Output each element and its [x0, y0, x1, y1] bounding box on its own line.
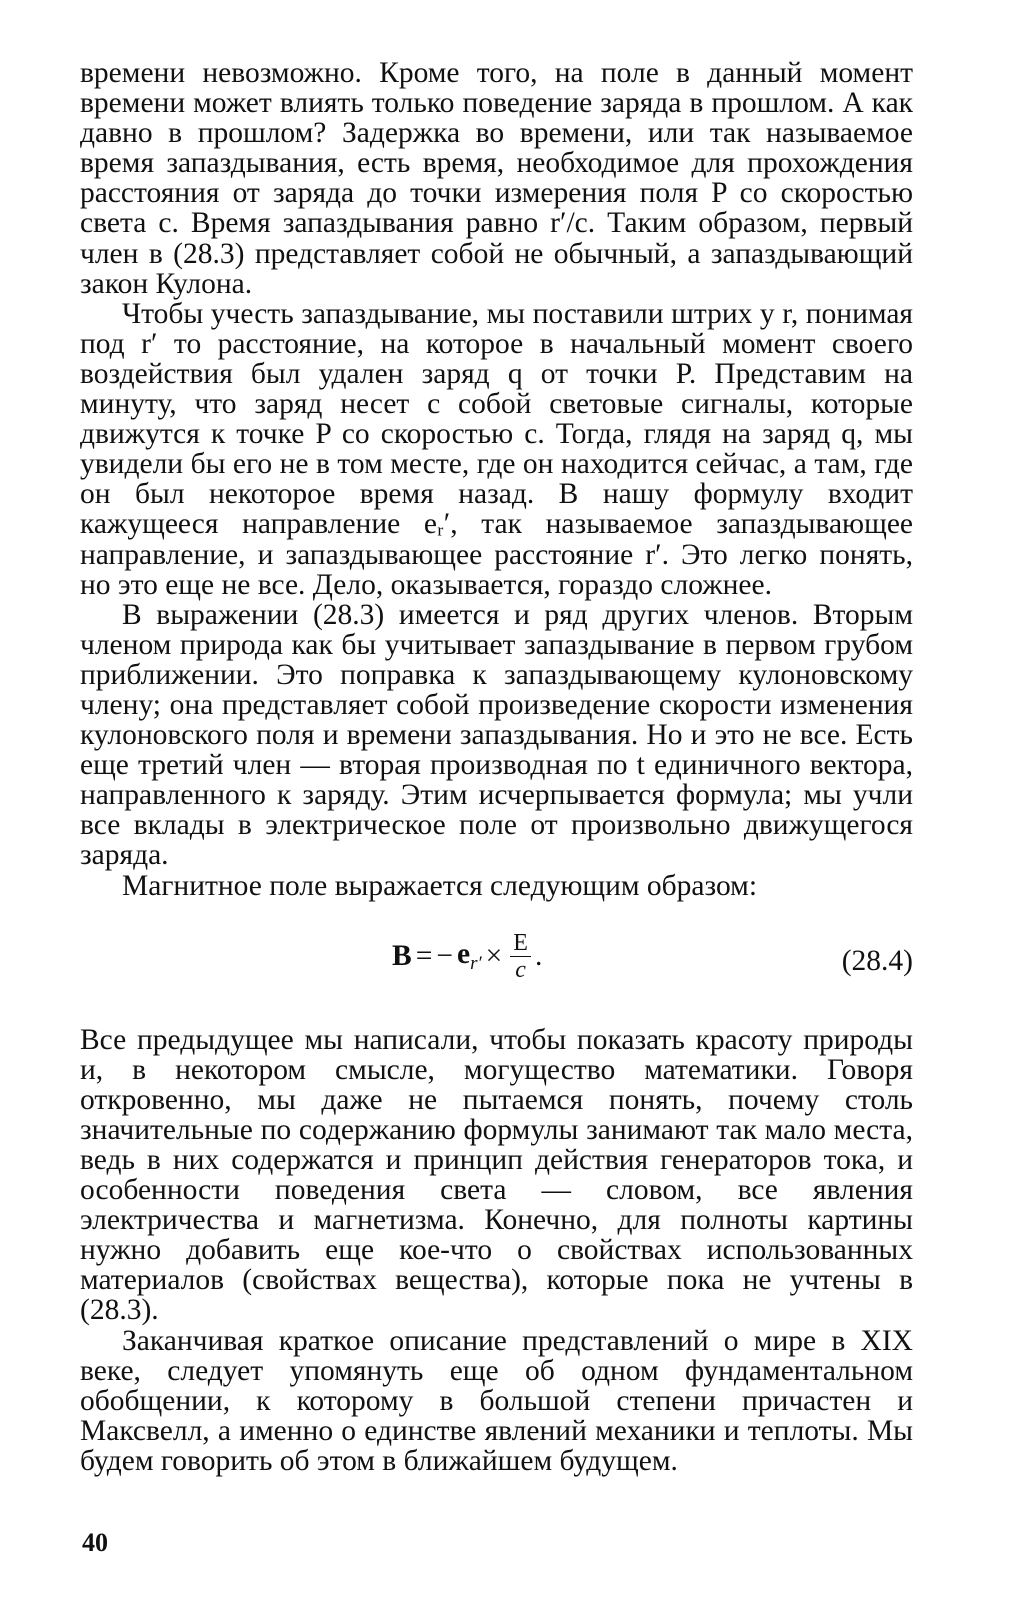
- equation-minus: −: [436, 939, 453, 972]
- fraction-denominator: c: [515, 956, 526, 983]
- paragraph: В выражении (28.3) имеется и ряд других членов. Вторым членом природа как бы учитывает запаздывание в первом грубом приближении. Это поправка к запаздывающему кулоновскому члену; она представляет собой произведение скорости изменения кулоновского поля и времени запаздывания. Но и это не все. Есть еще третий член — вторая производная по t единичного вектора, направленного к заряду. Этим исчерпывается формула; мы учли все вклады в электрическое поле от произвольно движущегося заряда.: [80, 598, 913, 872]
- equation-fraction: [510, 931, 531, 982]
- page-number: 40: [82, 1528, 108, 1557]
- body-text-top: [80, 58, 913, 901]
- equation-body: [392, 931, 542, 982]
- equation-vector-subscript: r′: [470, 952, 482, 974]
- equation-lhs: B: [392, 939, 412, 972]
- equation-cross: ×: [485, 939, 503, 972]
- equation-28-4: [80, 915, 913, 1007]
- paragraph: Заканчивая краткое описание представлений о мире в XIX веке, следует упомянуть еще об одном фундаментальном обобщении, к которому в большой степени причастен и Максвелл, а именно о единстве явлений механики и теплоты. Мы будем говорить об этом в ближайшем будущем.: [80, 1324, 913, 1477]
- paragraph: Магнитное поле выражается следующим образом:: [122, 869, 758, 902]
- paragraph: времени невозможно. Кроме того, на поле в данный момент времени может влиять только поведение заряда в прошлом. А как давно в прошлом? Задержка во времени, или так называемое время запаздывания, есть время, необходимое для прохождения расстояния от заряда до точки измерения поля P со скоростью света c. Время запаздывания равно r′/c. Таким образом, первый член в (28.3) представляет собой не обычный, а запаздывающий закон Кулона.: [80, 57, 913, 300]
- equation-period: .: [534, 939, 543, 972]
- paragraph: Чтобы учесть запаздывание, мы поставили штрих у r, понимая под r′ то расстояние, на которое в начальный момент своего воздействия был удален заряд q от точки P. Представим на минуту, что заряд несет с собой световые сигналы, которые движутся к точке P со скоростью c. Тогда, глядя на заряд q, мы увидели бы его не в том месте, где он находится сейчас, а там, где он был некоторое время назад. В нашу формулу входит кажущееся направление eᵣ′, так называемое запаздывающее направление, и запаздывающее расстояние r′. Это легко понять, но это еще не все. Дело, оказывается, гораздо сложнее.: [80, 297, 913, 601]
- body-text-bottom: [80, 1025, 913, 1476]
- equation-vector-symbol: e: [456, 937, 471, 970]
- equation-vector: [457, 938, 482, 975]
- equation-equals: =: [415, 939, 433, 972]
- fraction-numerator: E: [510, 931, 531, 957]
- paragraph: Все предыдущее мы написали, чтобы показать красоту природы и, в некотором смысле, могущество математики. Говоря откровенно, мы даже не пытаемся понять, почему столь значительные по содержанию формулы занимают так мало места, ведь в них содержатся и принцип действия генераторов тока, и особенности поведения света — словом, все явления электричества и магнетизма. Конечно, для полноты картины нужно добавить еще кое-что о свойствах использованных материалов (свойствах вещества), которые пока не учтены в (28.3).: [80, 1023, 913, 1327]
- equation-number: (28.4): [841, 944, 913, 977]
